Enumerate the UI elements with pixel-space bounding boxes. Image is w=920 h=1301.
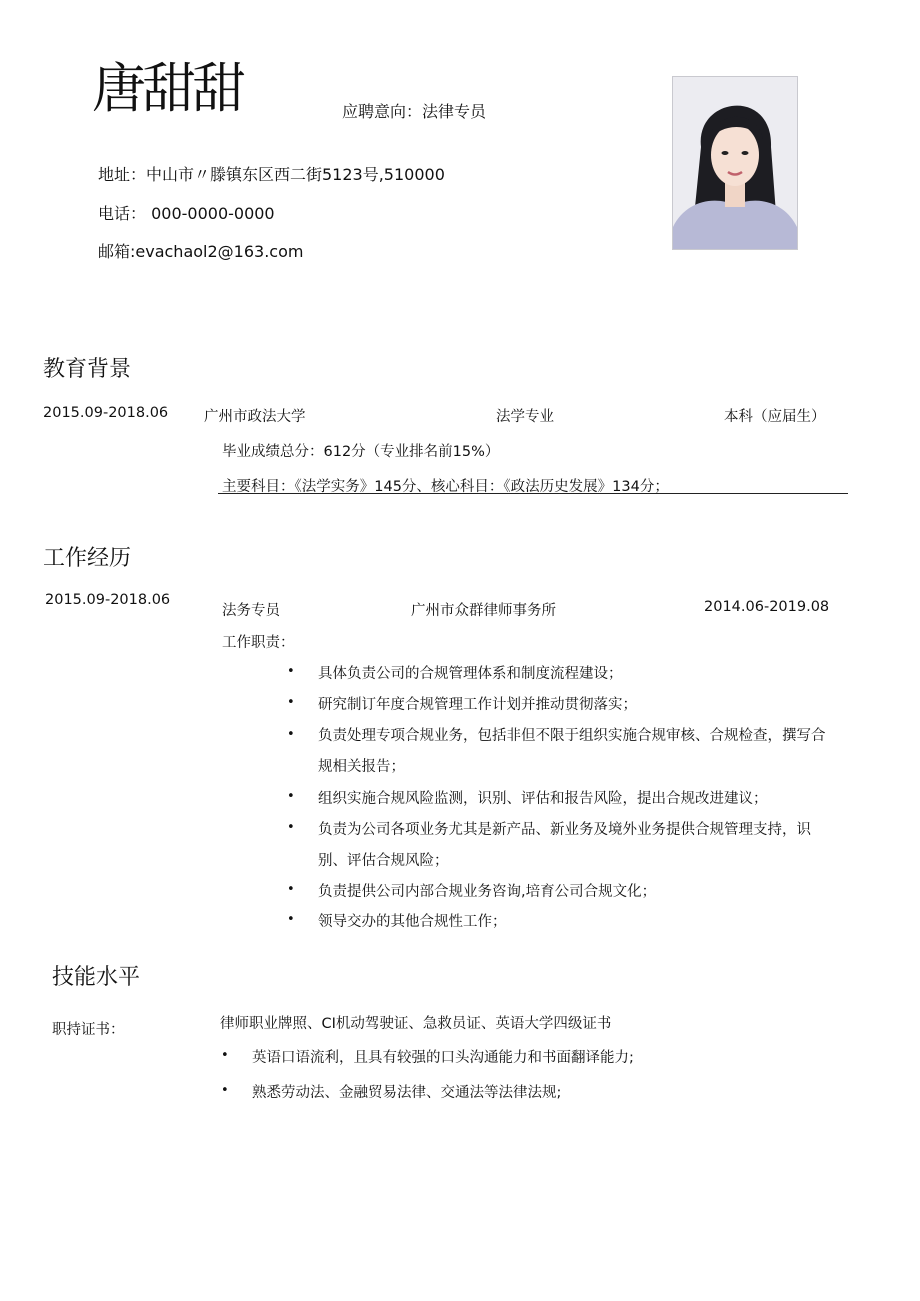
education-school: 广州市政法大学: [204, 409, 306, 425]
education-major: 法学专业: [496, 409, 554, 425]
cert-label: 职持证书：: [52, 1022, 125, 1038]
avatar-portrait: [673, 77, 797, 249]
address: 地址：中山市〃滕镇东区西二街5123号,510000: [98, 165, 445, 184]
bullet-icon: •: [287, 664, 295, 679]
skill-item: 熟悉劳动法、金融贸易法律、交通法等法律法规;: [252, 1085, 562, 1101]
duty-item: 负责提供公司内部合规业务咨询,培育公司合规文化；: [318, 884, 657, 900]
duty-item: 组织实施合规风险监测，识别、评估和报告风险，提出合规改进建议；: [318, 791, 768, 807]
duty-item-continued: 规相关报告；: [318, 759, 405, 775]
bullet-icon: •: [287, 912, 295, 927]
work-period: 2015.09-2018.06: [45, 592, 171, 608]
bullet-icon: •: [287, 882, 295, 897]
bullet-icon: •: [287, 789, 295, 804]
skills-title: 技能水平: [52, 965, 141, 990]
bullet-icon: •: [221, 1048, 229, 1063]
duty-item: 负责处理专项合规业务，包括非但不限于组织实施合规审核、合规检查，撰写合: [318, 728, 826, 744]
section-divider: [218, 493, 848, 494]
certificates: 律师职业牌照、CI机动驾驶证、急救员证、英语大学四级证书: [220, 1016, 612, 1032]
duty-item: 研究制订年度合规管理工作计划并推动贯彻落实；: [318, 697, 637, 713]
work-dates: 2014.06-2019.08: [704, 599, 830, 615]
work-position: 法务专员: [222, 603, 280, 619]
duty-item: 领导交办的其他合规性工作；: [318, 914, 507, 930]
email: 邮箱:evachaol2@163.com: [98, 242, 304, 261]
duties-label: 工作职责：: [222, 635, 295, 651]
skill-item: 英语口语流利，且具有较强的口头沟通能力和书面翻译能力;: [252, 1050, 634, 1066]
job-intent: 应聘意向：法律专员: [342, 102, 487, 121]
work-company: 广州市众群律师事务所: [411, 603, 556, 619]
duty-item: 具体负责公司的合规管理体系和制度流程建设；: [318, 666, 623, 682]
education-period: 2015.09-2018.06: [43, 405, 169, 421]
candidate-name: 唐甜甜: [92, 57, 242, 120]
education-degree: 本科（应届生）: [724, 409, 826, 425]
cropped-duty-row: [0, 906, 920, 930]
bullet-icon: •: [287, 695, 295, 710]
education-courses: 主要科目：《法学实务》145分、核心科目：《政法历史发展》134分；: [222, 479, 669, 495]
work-title: 工作经历: [43, 546, 132, 571]
duty-item-continued: 别、评估合规风险；: [318, 853, 449, 869]
profile-photo: [672, 76, 798, 250]
bullet-icon: •: [221, 1083, 229, 1098]
bullet-icon: •: [287, 820, 295, 835]
bullet-icon: •: [287, 727, 295, 742]
phone: 电话： 000-0000-0000: [98, 204, 275, 223]
cropped-cert-label: [0, 1014, 200, 1038]
education-title: 教育背景: [43, 357, 132, 382]
duty-item: 负责为公司各项业务尤其是新产品、新业务及境外业务提供合规管理支持，识: [318, 822, 811, 838]
education-gpa: 毕业成绩总分：612分（专业排名前15%）: [222, 444, 500, 460]
